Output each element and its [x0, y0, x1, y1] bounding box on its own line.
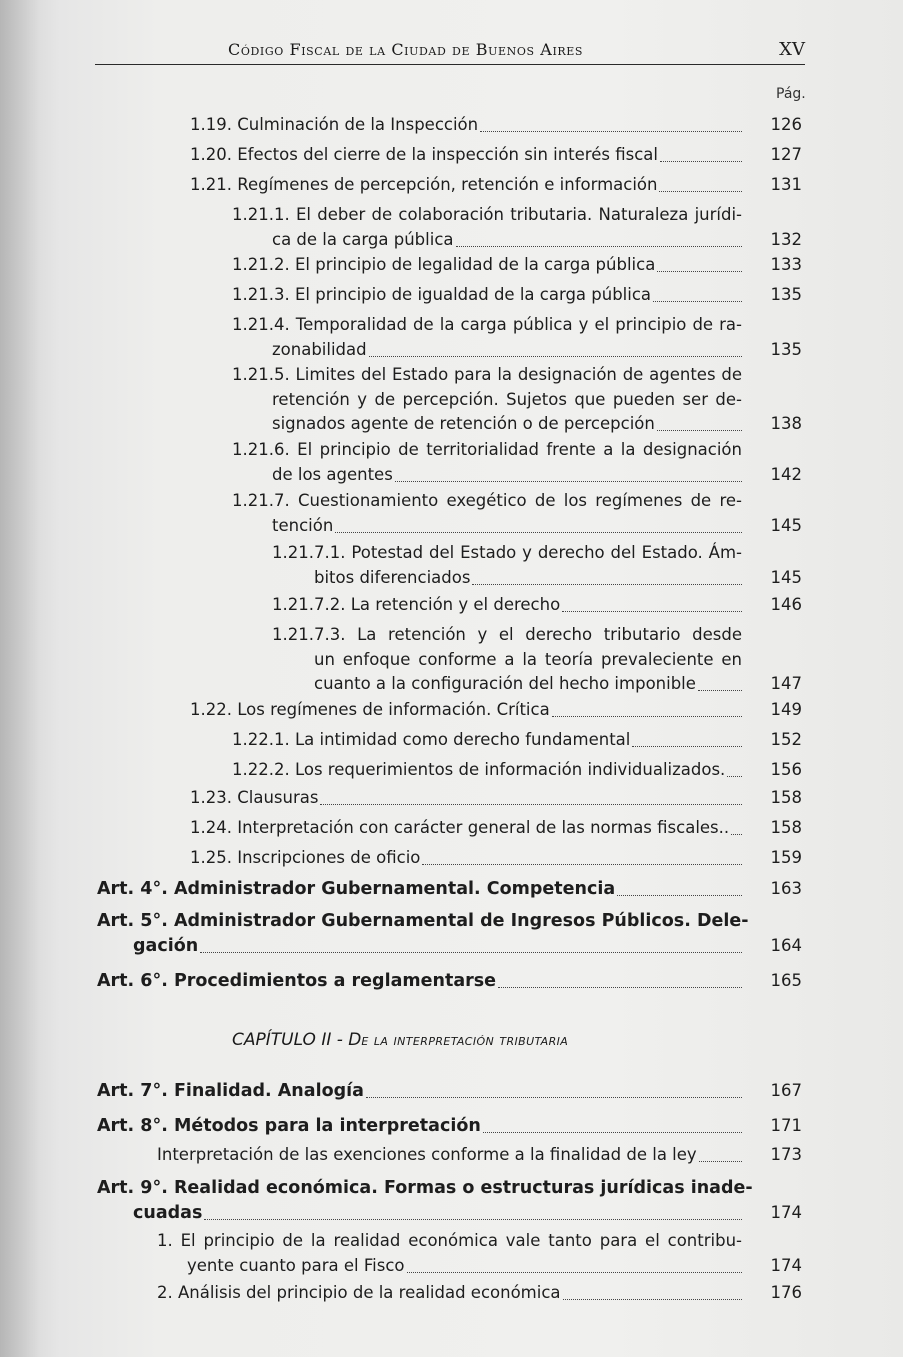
toc-entry-label: signados agente de retención o de percepción	[272, 414, 655, 433]
dot-leader	[731, 834, 742, 835]
dot-leader	[456, 246, 743, 247]
toc-page-number: 173	[770, 1145, 802, 1164]
toc-entry-text-last	[157, 1142, 742, 1168]
toc-entry-label: Art. 9°. Realidad económica. Formas o estructuras jurídicas inade-	[97, 1178, 753, 1198]
dot-leader	[657, 271, 742, 272]
toc-entry-text-last	[272, 462, 742, 488]
toc-page-number: 145	[770, 515, 802, 535]
toc-page-number: 149	[770, 700, 802, 719]
toc-page-number: 126	[770, 115, 802, 134]
toc-page-number: 135	[770, 339, 802, 359]
toc-entry-text-last	[272, 227, 742, 253]
toc-entry-text-last	[190, 172, 742, 198]
toc-entry-text-last	[97, 876, 742, 902]
toc-entry-text-last	[190, 815, 742, 841]
dot-leader	[422, 864, 742, 865]
dot-leader	[200, 952, 742, 953]
toc-page-number: 159	[770, 848, 802, 867]
toc-entry-label: yente cuanto para el Fisco	[187, 1255, 405, 1275]
toc-entry-label: 1.21.3. El principio de igualdad de la carga pública	[232, 285, 652, 304]
toc-entry-label: 1.25. Inscripciones de oficio	[190, 848, 421, 867]
toc-page-number: 145	[770, 567, 802, 587]
toc-entry-label: ca de la carga pública	[272, 229, 454, 249]
toc-entry-label: Art. 6°. Procedimientos a reglamentarse	[97, 971, 497, 991]
toc-entry-text-last	[187, 1253, 742, 1279]
toc-page-number: 132	[770, 229, 802, 249]
toc-page-number: 135	[770, 285, 802, 304]
toc-entry-text-last	[190, 785, 742, 811]
toc-page-number: 142	[770, 464, 802, 484]
toc-page-number: 171	[770, 1116, 802, 1135]
toc-entry-label: bitos diferenciados	[314, 567, 471, 587]
toc-entry-label: 1.21.7.1. Potestad del Estado y derecho del Estado. Ám-	[272, 543, 742, 562]
toc-entry-text	[314, 647, 742, 673]
toc-entry-text	[97, 1175, 753, 1201]
toc-entry-label: Art. 7°. Finalidad. Analogía	[97, 1081, 364, 1101]
toc-entry-text-last	[190, 112, 742, 138]
toc-entry-text-last	[190, 142, 742, 168]
dot-leader	[660, 161, 742, 162]
toc-entry-text-last	[157, 1280, 742, 1306]
dot-leader	[204, 1219, 742, 1220]
toc-entry-text-last	[232, 727, 742, 753]
toc-entry-text-last	[272, 513, 742, 539]
toc-entry-label: zonabilidad	[272, 339, 367, 359]
dot-leader	[699, 1161, 742, 1162]
toc-entry-text-last	[272, 592, 742, 618]
page-gutter-shadow	[0, 0, 40, 1357]
page-column-label: Pág.	[776, 86, 806, 102]
dot-leader	[659, 191, 742, 192]
toc-entry-text-last	[97, 1113, 742, 1139]
toc-entry-text-last	[133, 1200, 742, 1226]
toc-entry-label: 1.22.2. Los requerimientos de información individualizados.	[232, 760, 726, 779]
toc-entry-label: 1.22. Los regímenes de información. Crítica	[190, 700, 550, 719]
toc-page-number: 138	[770, 414, 802, 433]
chapter-title: CAPÍTULO II - De la interpretación tributaria	[232, 1030, 569, 1050]
toc-entry-text-last	[190, 697, 742, 723]
toc-entry-label: 1.21.6. El principio de territorialidad frente a la designación	[232, 440, 742, 459]
toc-page-number: 158	[770, 818, 802, 837]
toc-entry-label: de los agentes	[272, 464, 393, 484]
dot-leader	[698, 690, 742, 691]
toc-entry-label: 1.21.7. Cuestionamiento exegético de los regímenes de re-	[232, 491, 742, 510]
toc-entry-text	[97, 908, 749, 934]
toc-entry-text-last	[133, 933, 742, 959]
toc-entry-text	[232, 362, 742, 388]
dot-leader	[407, 1272, 743, 1273]
toc-entry-text	[232, 202, 742, 228]
dot-leader	[498, 987, 742, 988]
toc-page-number: 174	[770, 1202, 802, 1222]
dot-leader	[369, 356, 742, 357]
toc-entry-text-last	[232, 757, 742, 783]
toc-page-number: 152	[770, 730, 802, 749]
toc-entry-label: 1.21.5. Limites del Estado para la designación de agentes de	[232, 365, 742, 384]
dot-leader	[617, 895, 742, 896]
toc-entry-label: 1.21. Regímenes de percepción, retención e información	[190, 175, 658, 194]
toc-entry-text-last	[272, 411, 742, 437]
toc-entry-label: Art. 5°. Administrador Gubernamental de Ingresos Públicos. Dele-	[97, 911, 749, 931]
toc-entry-label: 1.21.4. Temporalidad de la carga pública y el principio de ra-	[232, 315, 742, 334]
toc-entry-text-last	[97, 1078, 742, 1104]
dot-leader	[727, 776, 742, 777]
toc-entry-text	[272, 540, 742, 566]
dot-leader	[335, 532, 742, 533]
toc-entry-text-last	[232, 282, 742, 308]
dot-leader	[653, 301, 742, 302]
toc-entry-label: 1.21.2. El principio de legalidad de la carga pública	[232, 255, 656, 274]
toc-entry-label: 1.21.7.2. La retención y el derecho	[272, 595, 561, 614]
toc-entry-label: cuanto a la configuración del hecho imponible	[314, 674, 696, 693]
toc-page-number: 176	[770, 1283, 802, 1302]
toc-page-number: 156	[770, 760, 802, 779]
dot-leader	[320, 804, 742, 805]
toc-entry-text-last	[314, 565, 742, 591]
toc-page-number: 167	[770, 1081, 802, 1100]
dot-leader	[483, 1132, 742, 1133]
toc-page-number: 164	[770, 935, 802, 955]
toc-page-number: 163	[770, 879, 802, 898]
dot-leader	[552, 716, 742, 717]
toc-entry-text-last	[232, 252, 742, 278]
toc-entry-label: gación	[133, 935, 199, 956]
toc-entry-label: un enfoque conforme a la teoría prevaleciente en	[314, 649, 742, 669]
toc-entry-label: 1.21.1. El deber de colaboración tributaria. Naturaleza jurídi-	[232, 205, 742, 224]
dot-leader	[657, 430, 742, 431]
header-title: Código Fiscal de la Ciudad de Buenos Aires	[228, 40, 584, 59]
toc-entry-text-last	[314, 671, 742, 697]
toc-entry-label: 1.23. Clausuras	[190, 788, 319, 807]
dot-leader	[472, 584, 742, 585]
toc-entry-text-last	[190, 845, 742, 871]
toc-entry-label: 1.20. Efectos del cierre de la inspección sin interés fiscal	[190, 145, 658, 164]
toc-entry-label: Art. 4°. Administrador Gubernamental. Competencia	[97, 879, 616, 899]
page-number: XV	[779, 39, 805, 60]
toc-entry-label: Art. 8°. Métodos para la interpretación	[97, 1116, 481, 1136]
toc-entry-text	[232, 312, 742, 338]
toc-entry-text	[232, 437, 742, 463]
toc-entry-label: 1.19. Culminación de la Inspección	[190, 115, 479, 134]
dot-leader	[632, 746, 742, 747]
toc-page-number: 127	[770, 145, 802, 164]
dot-leader	[366, 1097, 742, 1098]
toc-entry-text	[232, 488, 742, 514]
toc-entry-label: Interpretación de las exenciones conforme a la finalidad de la ley	[157, 1145, 697, 1164]
toc-entry-label: 1.21.7.3. La retención y el derecho tributario desde	[272, 625, 742, 644]
toc-entry-label: retención y de percepción. Sujetos que pueden ser de-	[272, 389, 742, 409]
toc-entry-text-last	[272, 337, 742, 363]
toc-entry-label: 1.22.1. La intimidad como derecho fundamental	[232, 730, 631, 749]
toc-page-number: 147	[770, 674, 802, 693]
toc-entry-text	[157, 1228, 742, 1254]
toc-page-number: 165	[770, 971, 802, 990]
running-header	[95, 38, 805, 65]
toc-entry-label: cuadas	[133, 1202, 203, 1223]
dot-leader	[563, 1299, 742, 1300]
dot-leader	[480, 131, 742, 132]
toc-entry-label: tención	[272, 515, 334, 535]
toc-page-number: 158	[770, 788, 802, 807]
toc-page-number: 174	[770, 1255, 802, 1275]
toc-entry-text	[272, 622, 742, 648]
toc-entry-label: 2. Análisis del principio de la realidad económica	[157, 1283, 561, 1302]
toc-page-number: 133	[770, 255, 802, 274]
toc-page-number: 146	[770, 595, 802, 614]
toc-entry-text	[272, 387, 742, 413]
toc-page-number: 131	[770, 175, 802, 194]
toc-entry-label: 1.24. Interpretación con carácter general de las normas fiscales..	[190, 818, 730, 837]
toc-entry-text-last	[97, 968, 742, 994]
dot-leader	[562, 611, 742, 612]
dot-leader	[395, 481, 742, 482]
toc-entry-label: 1. El principio de la realidad económica vale tanto para el contribu-	[157, 1231, 742, 1250]
